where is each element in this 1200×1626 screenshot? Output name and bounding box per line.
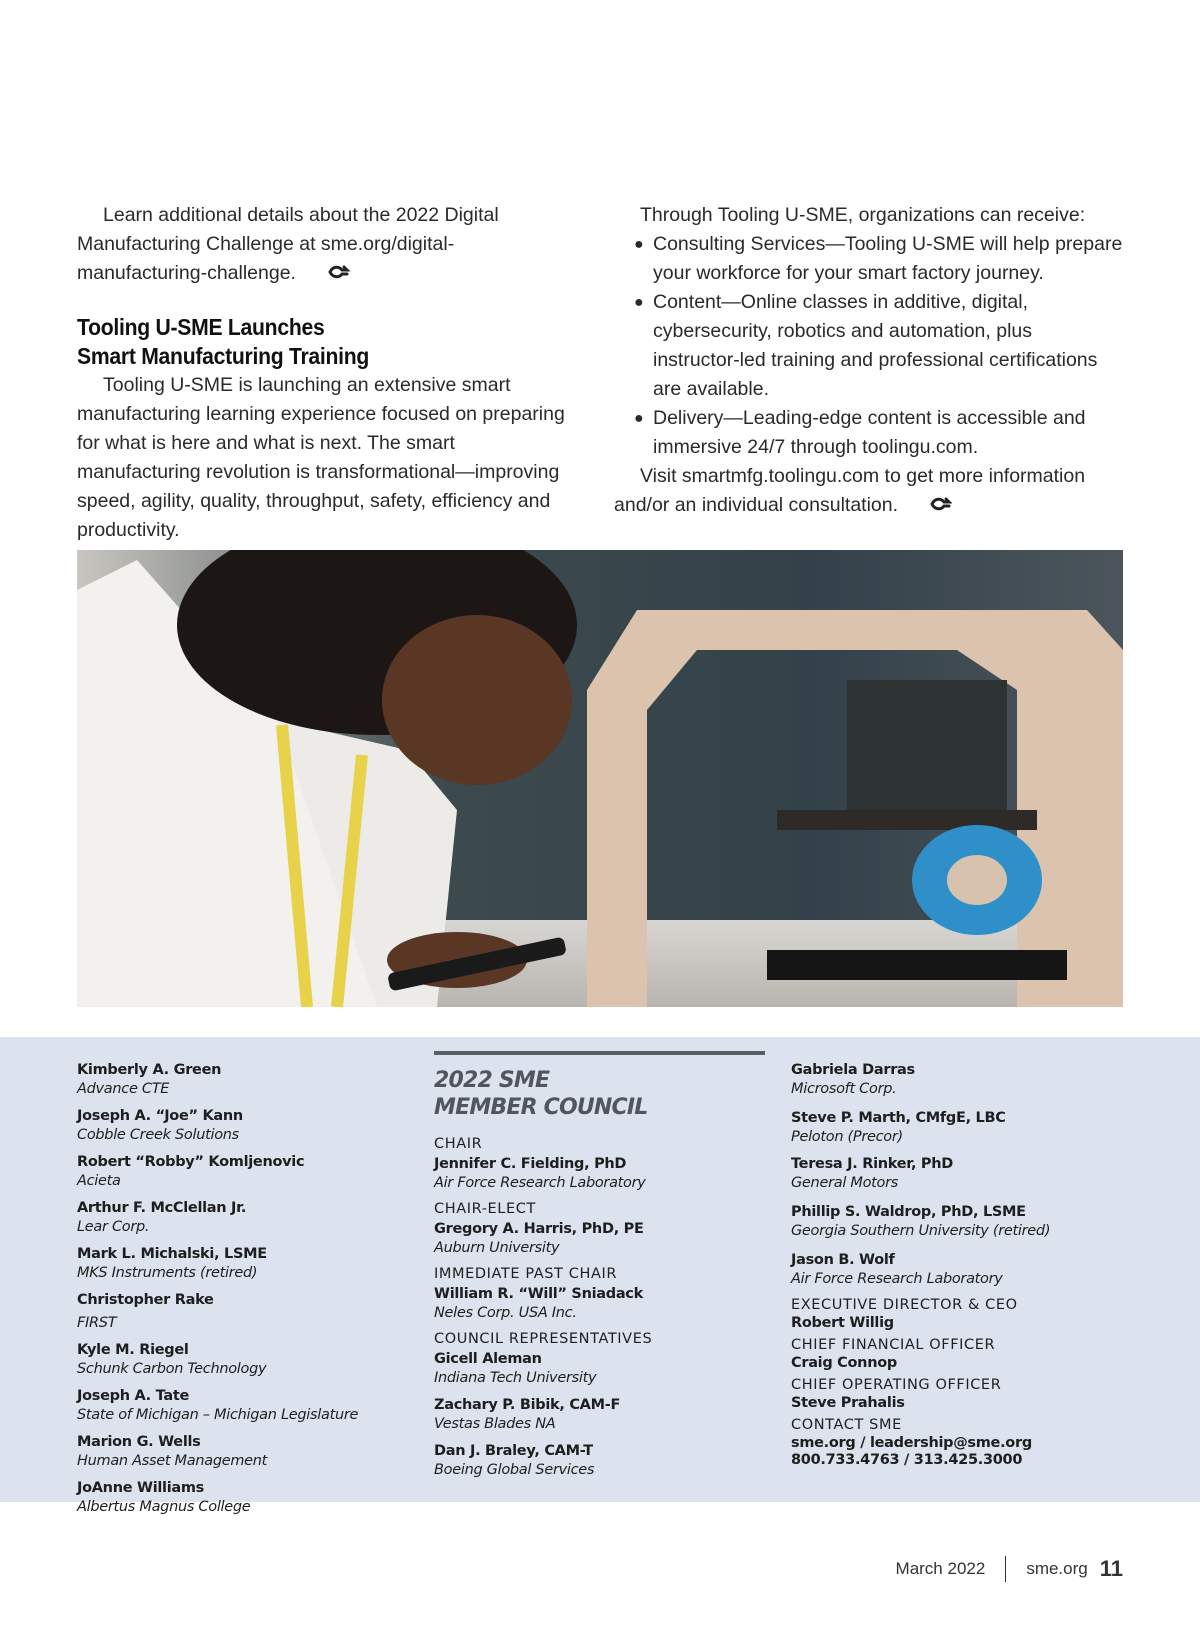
bullet-text: Delivery—Leading-edge content is accessible and immersive 24/7 through toolingu.com. [653, 407, 1086, 458]
list-item [791, 1060, 1171, 1099]
member-name: Jason B. Wolf [791, 1252, 895, 1268]
contact-web-email: sme.org / leadership@sme.org [791, 1435, 1032, 1451]
member-name: Marion G. Wells [77, 1434, 201, 1450]
list-item [77, 1198, 397, 1237]
left-column [77, 201, 582, 545]
member-name: Teresa J. Rinker, PhD [791, 1156, 954, 1172]
exec-block [791, 1296, 1171, 1332]
right-column [614, 201, 1124, 520]
member-org: Lear Corp. [77, 1219, 150, 1235]
member-name: William R. “Will” Sniadack [434, 1286, 643, 1302]
page-number: 11 [1099, 1556, 1123, 1581]
member-org: State of Michigan – Michigan Legislature [77, 1407, 359, 1423]
bullet-icon: ● [634, 294, 644, 311]
council-middle-column [434, 1051, 774, 1487]
member-name: Gabriela Darras [791, 1062, 915, 1078]
page-footer [896, 1556, 1123, 1582]
coo-block [791, 1376, 1171, 1412]
end-mark-icon [904, 491, 952, 520]
member-org: Auburn University [434, 1240, 560, 1256]
role-label: IMMEDIATE PAST CHAIR [434, 1266, 618, 1282]
list-item [791, 1154, 1171, 1193]
member-name: Robert Willig [791, 1315, 894, 1331]
article-photo [77, 550, 1123, 1007]
role-label: EXECUTIVE DIRECTOR & CEO [791, 1297, 1018, 1313]
member-name: Phillip S. Waldrop, PhD, LSME [791, 1204, 1026, 1220]
list-item [791, 1202, 1171, 1241]
role-label: CONTACT SME [791, 1417, 902, 1433]
member-name: Steve Prahalis [791, 1395, 905, 1411]
member-name: JoAnne Williams [77, 1480, 205, 1496]
member-name: Kyle M. Riegel [77, 1342, 189, 1358]
list-item [77, 1386, 397, 1425]
closing-text: Visit smartmfg.toolingu.com to get more information and/or an individual consultation. [614, 465, 1086, 516]
member-org: Air Force Research Laboratory [791, 1271, 1003, 1287]
member-name: Gregory A. Harris, PhD, PE [434, 1221, 644, 1237]
member-org: Microsoft Corp. [791, 1081, 897, 1097]
member-org: Acieta [77, 1173, 121, 1189]
council-title [434, 1067, 774, 1121]
list-item [434, 1395, 774, 1434]
member-org: MKS Instruments (retired) [77, 1265, 258, 1281]
member-org: Cobble Creek Solutions [77, 1127, 239, 1143]
role-label: CHAIR-ELECT [434, 1201, 536, 1217]
council-title-line-1: 2022 SME [434, 1068, 550, 1093]
article-heading [77, 313, 542, 371]
member-name: Zachary P. Bibik, CAM-F [434, 1397, 621, 1413]
member-name: Joseph A. Tate [77, 1388, 189, 1404]
footer-divider [1005, 1556, 1006, 1582]
member-org: Indiana Tech University [434, 1370, 597, 1386]
list-item [77, 1340, 397, 1379]
member-org: Human Asset Management [77, 1453, 268, 1469]
bullet-icon: ● [634, 410, 644, 427]
intro-paragraph: Through Tooling U-SME, organizations can receive: [640, 204, 1086, 226]
member-org: Boeing Global Services [434, 1462, 595, 1478]
title-rule [434, 1051, 765, 1055]
chair-block [434, 1135, 774, 1193]
member-org: FIRST [77, 1315, 117, 1331]
list-item [614, 230, 1124, 288]
list-item [77, 1432, 397, 1471]
role-label: CHIEF FINANCIAL OFFICER [791, 1337, 996, 1353]
list-item [791, 1108, 1171, 1147]
cfo-block [791, 1336, 1171, 1372]
member-name: Steve P. Marth, CMfgE, LBC [791, 1110, 1006, 1126]
list-item [77, 1478, 397, 1517]
member-council-band [0, 1037, 1200, 1515]
member-org: Georgia Southern University (retired) [791, 1223, 1051, 1239]
footer-site: sme.org [1026, 1559, 1088, 1578]
article-paragraph: Tooling U-SME is launching an extensive smart manufacturing learning experience focused on preparing for what is here and what is next. The smart manufacturing revolution is transformational—improving speed, agility, quality, throughput, safety, efficiency and productivity. [77, 374, 565, 542]
challenge-paragraph [77, 201, 582, 288]
chair-elect-block [434, 1200, 774, 1258]
member-name: Joseph A. “Joe” Kann [77, 1108, 243, 1124]
member-org: Schunk Carbon Technology [77, 1361, 267, 1377]
member-name: Craig Connop [791, 1355, 897, 1371]
contact-phones: 800.733.4763 / 313.425.3000 [791, 1452, 1023, 1468]
member-org: Vestas Blades NA [434, 1416, 556, 1432]
member-name: Christopher Rake [77, 1292, 214, 1308]
bullet-text: Content—Online classes in additive, digital, cybersecurity, robotics and automation, plus instructor-led training and professional certifications are available. [653, 291, 1098, 400]
member-name: Kimberly A. Green [77, 1062, 222, 1078]
list-item [77, 1152, 397, 1191]
issue-date: March 2022 [895, 1559, 986, 1578]
member-org: General Motors [791, 1175, 899, 1191]
council-left-column [77, 1060, 397, 1524]
member-name: Jennifer C. Fielding, PhD [434, 1156, 627, 1172]
list-item [77, 1060, 397, 1099]
member-org: Albertus Magnus College [77, 1499, 251, 1515]
list-item [77, 1290, 397, 1333]
list-item [434, 1441, 774, 1480]
list-item [77, 1106, 397, 1145]
closing-paragraph [614, 462, 1124, 520]
bullet-icon: ● [634, 236, 644, 253]
member-org: Peloton (Precor) [791, 1129, 903, 1145]
reps-block [434, 1330, 774, 1388]
council-right-column [791, 1060, 1171, 1476]
list-item [77, 1244, 397, 1283]
member-name: Gicell Aleman [434, 1351, 542, 1367]
member-name: Robert “Robby” Komljenovic [77, 1154, 305, 1170]
list-item [614, 404, 1124, 462]
member-name: Mark L. Michalski, LSME [77, 1246, 267, 1262]
benefits-list [614, 230, 1124, 462]
role-label: CHAIR [434, 1136, 483, 1152]
council-title-line-2: MEMBER COUNCIL [434, 1095, 648, 1120]
list-item [791, 1250, 1171, 1289]
list-item [614, 288, 1124, 404]
role-label: COUNCIL REPRESENTATIVES [434, 1331, 653, 1347]
heading-line-2: Smart Manufacturing Training [77, 343, 370, 370]
bullet-text: Consulting Services—Tooling U-SME will help prepare your workforce for your smart factory journey. [653, 233, 1123, 284]
end-mark-icon [302, 259, 350, 288]
role-label: CHIEF OPERATING OFFICER [791, 1377, 1002, 1393]
member-org: Air Force Research Laboratory [434, 1175, 646, 1191]
member-name: Arthur F. McClellan Jr. [77, 1200, 247, 1216]
member-name: Dan J. Braley, CAM-T [434, 1443, 593, 1459]
heading-line-1: Tooling U-SME Launches [77, 314, 325, 341]
member-org: Neles Corp. USA Inc. [434, 1305, 577, 1321]
member-org: Advance CTE [77, 1081, 170, 1097]
past-chair-block [434, 1265, 774, 1323]
challenge-text: Learn additional details about the 2022 Digital Manufacturing Challenge at sme.org/digital-manufacturing-challenge. [77, 204, 499, 284]
contact-block [791, 1416, 1171, 1469]
